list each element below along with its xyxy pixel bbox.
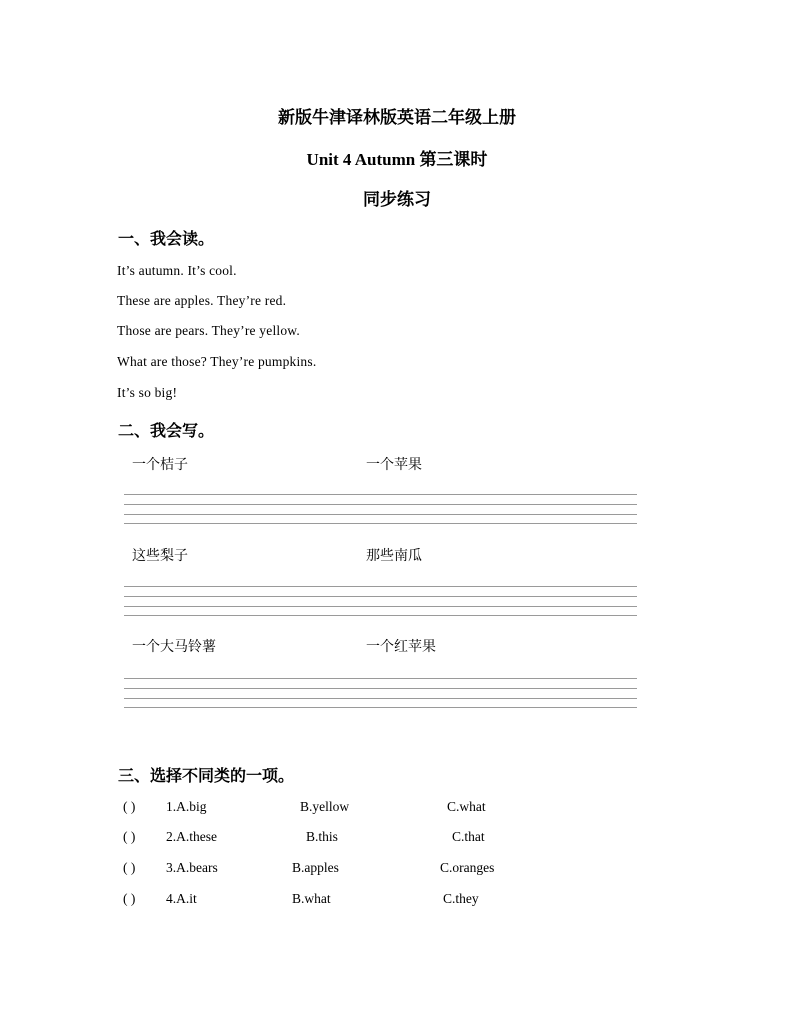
write-prompt: 一个大马铃薯 [132, 639, 216, 655]
write-prompt: 一个红苹果 [366, 639, 436, 655]
option-a: 3.A.bears [166, 860, 218, 875]
section-heading-write: 二、我会写。 [118, 423, 215, 440]
option-a: 1.A.big [166, 799, 207, 814]
option-a: 2.A.these [166, 829, 217, 844]
option-c: C.that [452, 829, 485, 844]
reading-line: It’s autumn. It’s cool. [117, 263, 237, 278]
section-heading-read: 一、我会读。 [118, 231, 215, 248]
unit-title: Unit 4 Autumn 第三课时 [306, 150, 488, 169]
exercise-subtitle: 同步练习 [363, 190, 431, 209]
option-c: C.they [443, 891, 479, 906]
reading-line: It’s so big! [117, 385, 178, 400]
writing-lines[interactable] [124, 678, 637, 708]
write-prompt: 一个桔子 [132, 457, 188, 473]
option-b: B.yellow [300, 799, 350, 814]
option-b: B.what [292, 891, 331, 906]
option-b: B.this [306, 829, 338, 844]
document-title: 新版牛津译林版英语二年级上册 [278, 108, 516, 127]
writing-lines[interactable] [124, 494, 637, 524]
answer-blank[interactable]: ( ) [123, 860, 136, 875]
write-prompt: 这些梨子 [132, 548, 188, 564]
option-c: C.oranges [440, 860, 495, 875]
answer-blank[interactable]: ( ) [123, 799, 136, 814]
option-b: B.apples [292, 860, 339, 875]
write-prompt: 那些南瓜 [366, 548, 422, 564]
option-c: C.what [447, 799, 486, 814]
answer-blank[interactable]: ( ) [123, 829, 136, 844]
option-a: 4.A.it [166, 891, 197, 906]
writing-lines[interactable] [124, 586, 637, 616]
reading-line: Those are pears. They’re yellow. [117, 323, 300, 338]
section-heading-choose: 三、选择不同类的一项。 [118, 768, 295, 785]
reading-line: These are apples. They’re red. [117, 293, 287, 308]
write-prompt: 一个苹果 [366, 457, 422, 473]
answer-blank[interactable]: ( ) [123, 891, 136, 906]
reading-line: What are those? They’re pumpkins. [117, 354, 317, 369]
